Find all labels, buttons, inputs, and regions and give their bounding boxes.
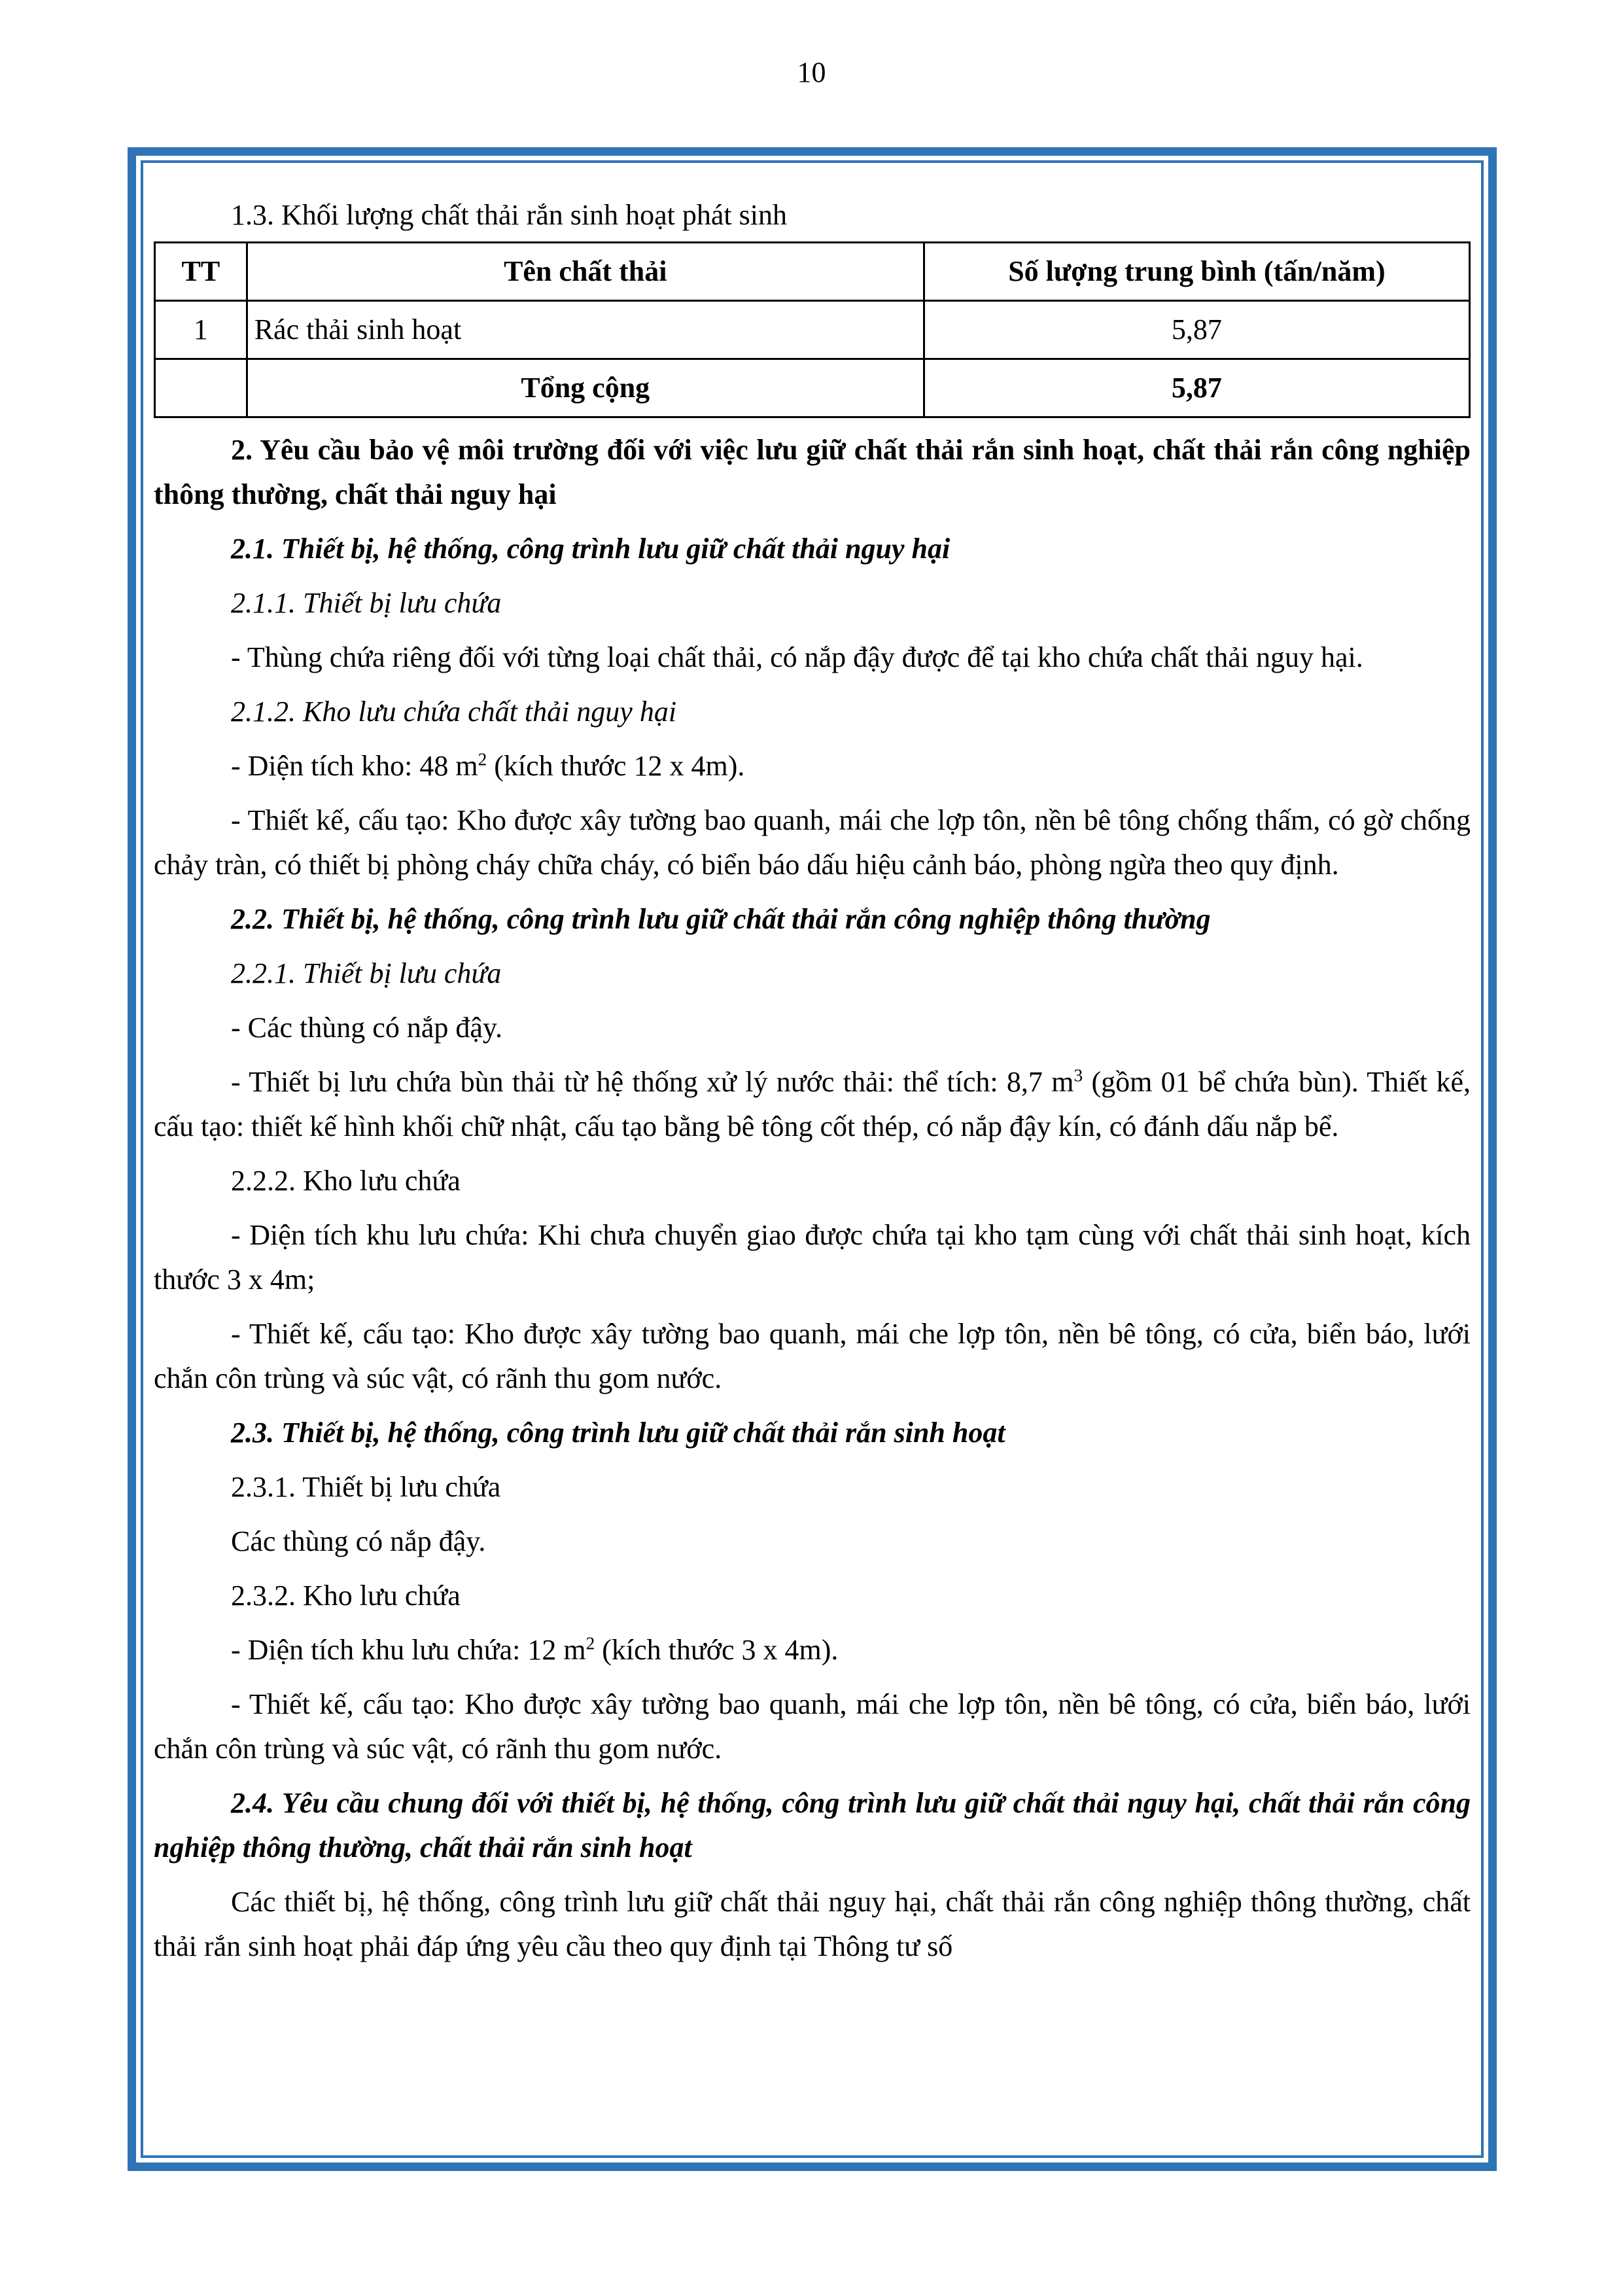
paragraph: 2.3.2. Kho lưu chứa bbox=[231, 1580, 461, 1612]
paragraph: - Diện tích kho: 48 $m^2$ (kích thước 12 x 4m). bbox=[231, 749, 745, 782]
paragraph: - Thiết kế, cấu tạo: Kho được xây tường bao quanh, mái che lợp tôn, nền bê tông chống thấm, có gờ chống chảy tràn, có thiết bị phòng cháy chữa cháy, có biển báo dấu hiệu cảnh báo, phòng ngừa theo quy định. bbox=[154, 804, 1471, 881]
document-frame-inner bbox=[141, 160, 1484, 2158]
paragraph: - Thiết bị lưu chứa bùn thải từ hệ thống xử lý nước thải: thể tích: 8,7 $m^3$ (gồm 01 bể chứa bùn). Thiết kế, cấu tạo: thiết kế hình khối chữ nhật, cấu tạo bằng bê tông cốt thép, có nắp đậy kín, có đánh dấu nắp bể. bbox=[154, 1065, 1471, 1142]
waste-table-head bbox=[155, 243, 1470, 301]
table-total-cell: Tổng cộng bbox=[247, 359, 924, 417]
superscript: 3 bbox=[1073, 1065, 1083, 1086]
paragraph: 2.1.2. Kho lưu chứa chất thải nguy hại bbox=[231, 696, 677, 728]
paragraph: Các thiết bị, hệ thống, công trình lưu giữ chất thải nguy hại, chất thải rắn công nghiệp thông thường, chất thải rắn sinh hoạt phải đáp ứng yêu cầu theo quy định tại Thông tư số bbox=[154, 1886, 1471, 1962]
paragraph: - Các thùng có nắp đậy. bbox=[231, 1012, 503, 1044]
waste-table bbox=[154, 241, 1471, 418]
section-heading-1-3: 1.3. Khối lượng chất thải rắn sinh hoạt phát sinh bbox=[231, 199, 787, 231]
table-cell: 1 bbox=[155, 301, 247, 359]
table-header-row bbox=[155, 243, 1470, 301]
table-total-cell bbox=[155, 359, 247, 417]
paragraph: 2.3. Thiết bị, hệ thống, công trình lưu giữ chất thải rắn sinh hoạt bbox=[231, 1417, 1005, 1449]
table-cell: 5,87 bbox=[924, 301, 1469, 359]
superscript: 2 bbox=[585, 1633, 595, 1653]
paragraph: - Thùng chứa riêng đối với từng loại chất thải, có nắp đậy được để tại kho chứa chất thải nguy hại. bbox=[231, 641, 1363, 673]
paragraph: 2.2.1. Thiết bị lưu chứa bbox=[231, 957, 502, 989]
paragraph: 2.2. Thiết bị, hệ thống, công trình lưu giữ chất thải rắn công nghiệp thông thường bbox=[231, 903, 1211, 935]
table-row bbox=[155, 301, 1470, 359]
table-total-row bbox=[155, 359, 1470, 417]
waste-table-body bbox=[155, 301, 1470, 417]
page-number: 10 bbox=[797, 56, 826, 88]
paragraph: 2.1.1. Thiết bị lưu chứa bbox=[231, 587, 502, 619]
superscript: 2 bbox=[478, 749, 487, 769]
paragraph: - Thiết kế, cấu tạo: Kho được xây tường bao quanh, mái che lợp tôn, nền bê tông, có cửa, biển báo, lưới chắn côn trùng và súc vật, có rãnh thu gom nước. bbox=[154, 1688, 1471, 1765]
table-header-cell: Số lượng trung bình (tấn/năm) bbox=[924, 243, 1469, 301]
paragraph: 2.1. Thiết bị, hệ thống, công trình lưu giữ chất thải nguy hại bbox=[231, 533, 951, 565]
document-frame bbox=[128, 147, 1497, 2171]
paragraph: - Thiết kế, cấu tạo: Kho được xây tường bao quanh, mái che lợp tôn, nền bê tông, có cửa, biển báo, lưới chắn côn trùng và súc vật, có rãnh thu gom nước. bbox=[154, 1318, 1471, 1394]
paragraph: 2.4. Yêu cầu chung đối với thiết bị, hệ thống, công trình lưu giữ chất thải nguy hại, chất thải rắn công nghiệp thông thường, chất thải rắn sinh hoạt bbox=[154, 1787, 1471, 1863]
table-header-cell: TT bbox=[155, 243, 247, 301]
paragraph: 2.2.2. Kho lưu chứa bbox=[231, 1165, 461, 1197]
paragraph: - Diện tích khu lưu chứa: Khi chưa chuyển giao được chứa tại kho tạm cùng với chất thải sinh hoạt, kích thước 3 x 4m; bbox=[154, 1219, 1471, 1296]
table-header-cell: Tên chất thải bbox=[247, 243, 924, 301]
paragraph: Các thùng có nắp đậy. bbox=[231, 1525, 486, 1557]
document-body bbox=[154, 428, 1471, 1969]
table-total-cell: 5,87 bbox=[924, 359, 1469, 417]
paragraph: - Diện tích khu lưu chứa: 12 $m^2$ (kích thước 3 x 4m). bbox=[231, 1633, 839, 1666]
paragraph: 2.3.1. Thiết bị lưu chứa bbox=[231, 1471, 501, 1503]
table-cell: Rác thải sinh hoạt bbox=[247, 301, 924, 359]
paragraph: 2. Yêu cầu bảo vệ môi trường đối với việc lưu giữ chất thải rắn sinh hoạt, chất thải rắn công nghiệp thông thường, chất thải nguy hại bbox=[154, 434, 1471, 510]
